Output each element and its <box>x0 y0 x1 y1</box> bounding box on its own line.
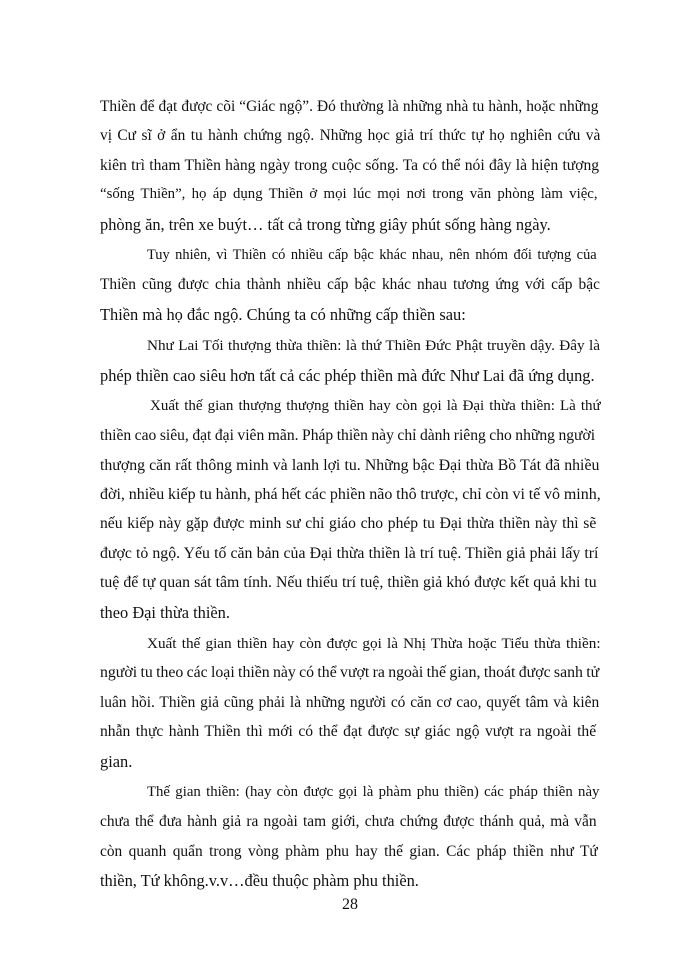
paragraph-1 <box>100 92 600 239</box>
text-line: kiên trì tham Thiền hàng ngày trong cuộc sống. Ta có thể nói đây là hiện tượng <box>100 156 600 174</box>
text-line: được tỏ ngộ. Yếu tố căn bản của Đại thừa thiền là trí tuệ. Thiền giả phải lấy trí <box>100 544 599 562</box>
paragraph-4 <box>100 392 600 627</box>
text-line: Xuất thế gian thượng thượng thiền hay còn gọi là Đại thừa thiền: Là thứ <box>150 397 601 414</box>
paragraph-6 <box>100 778 600 896</box>
text-line: luân hồi. Thiền giả cũng phải là những người có căn cơ cao, quyết tâm và kiên <box>100 693 600 711</box>
text-line: Thế gian thiền: (hay còn được gọi là phàm phu thiền) các pháp thiền này <box>147 783 600 800</box>
text-line: phòng ăn, trên xe buýt… tất cả trong từng giây phút sống hàng ngày. <box>100 214 551 234</box>
text-line: gian. <box>100 751 133 771</box>
text-line: Như Lai Tối thượng thừa thiền: là thứ Thiền Đức Phật truyền dậy. Đây là <box>147 337 600 355</box>
text-line: nhẫn thực hành Thiền thì mới có thể đạt được sự giác ngộ vượt ra ngoài thế <box>100 723 597 741</box>
paragraph-3 <box>100 331 600 390</box>
text-line: “sống Thiền”, họ áp dụng Thiền ở mọi lúc mọi nơi trong văn phòng làm việc, <box>100 186 598 203</box>
text-line: còn quanh quẩn trong vòng phàm phu hay thế gian. Các pháp thiền như Tứ <box>100 842 598 860</box>
paragraph-2 <box>100 241 600 329</box>
text-line: thiền, Tứ không.v.v…đều thuộc phàm phu thiền. <box>100 871 419 891</box>
text-line: chưa thể đưa hành giả ra ngoài tam giới, chưa chứng được thánh quả, mà vẫn <box>100 813 597 831</box>
text-line: vị Cư sĩ ở ẩn tu hành chứng ngộ. Những học giả trí thức tự họ nghiên cứu và <box>100 127 601 145</box>
text-line: người tu theo các loại thiền này có thể vượt ra ngoài thế gian, thoát được sanh tử <box>100 664 600 682</box>
document-body <box>100 92 600 898</box>
text-line: đời, nhiều kiếp tu hành, phá hết các phiền não thô trược, chỉ còn vi tế vô minh, <box>100 486 601 504</box>
text-line: Thiền mà họ đắc ngộ. Chúng ta có những cấp thiền sau: <box>100 304 466 324</box>
text-line: nếu kiếp này gặp được minh sư chỉ giáo cho phép tu Đại thừa thiền này thì sẽ <box>100 515 597 533</box>
text-line: tuệ để tự quan sát tâm tính. Nếu thiếu trí tuệ, thiền giả khó được kết quả khi tu <box>100 574 597 592</box>
text-line: Thiền cũng được chia thành nhiều cấp bậc khác nhau tương ứng với cấp bậc <box>100 276 600 294</box>
text-line: thiền cao siêu, đạt đại viên mãn. Pháp thiền này chỉ dành riêng cho những người <box>100 427 596 445</box>
text-line: phép thiền cao siêu hơn tất cả các phép thiền mà đức Như Lai đã ứng dụng. <box>100 365 595 385</box>
text-line: Xuất thế gian thiền hay còn được gọi là Nhị Thừa hoặc Tiểu thừa thiền: <box>147 635 601 653</box>
text-line: Thiền để đạt được cõi “Giác ngộ”. Đó thường là những nhà tu hành, hoặc những <box>100 98 599 115</box>
text-line: thượng căn rất thông minh và lanh lợi tu. Những bậc Đại thừa Bồ Tát đã nhiều <box>100 456 600 474</box>
text-line: theo Đại thừa thiền. <box>100 602 230 622</box>
text-line: Tuy nhiên, vì Thiền có nhiều cấp bậc khác nhau, nên nhóm đối tượng của <box>147 246 597 263</box>
page-number: 28 <box>342 896 358 913</box>
paragraph-5 <box>100 629 600 776</box>
